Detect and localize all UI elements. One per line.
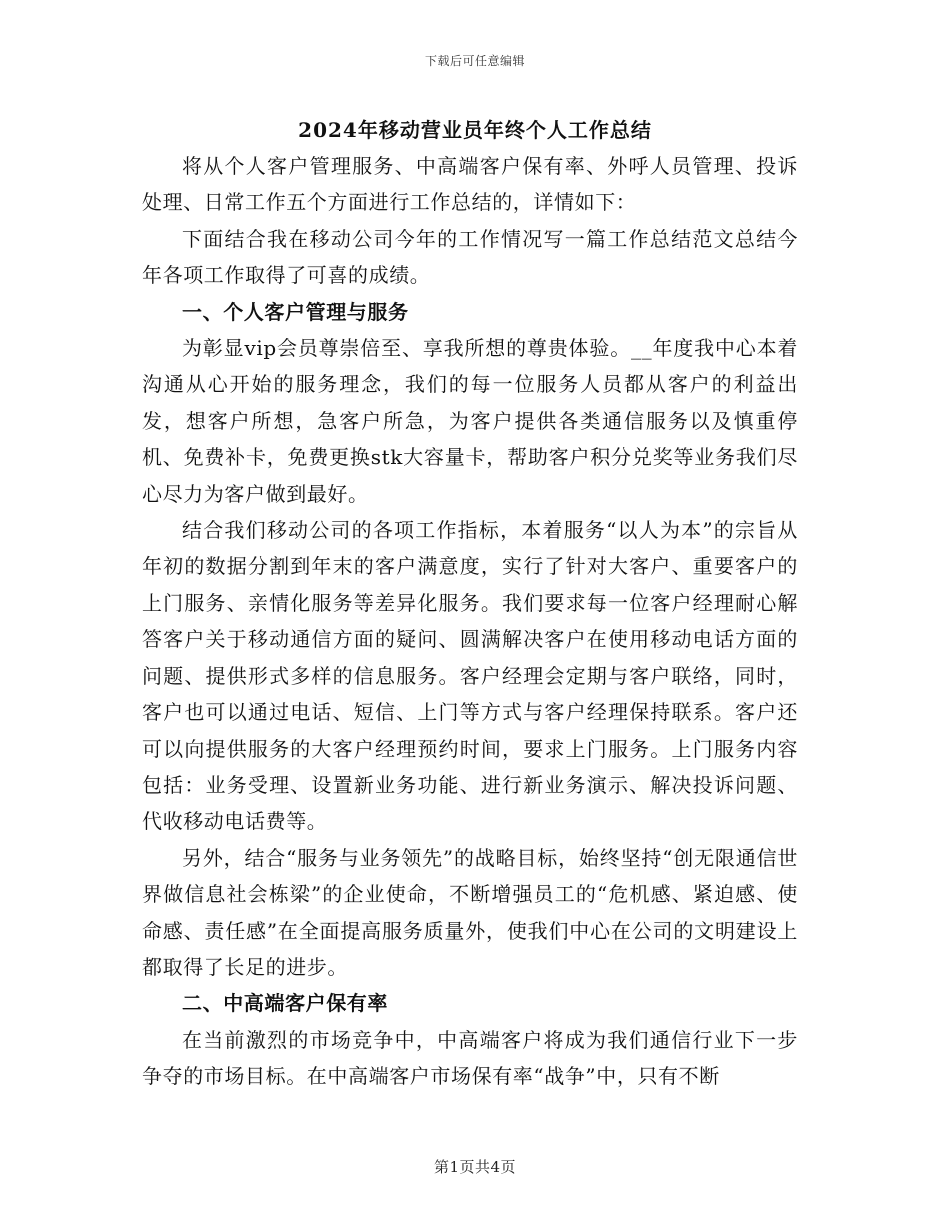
intro-paragraph-1: 将从个人客户管理服务、中高端客户保有率、外呼人员管理、投诉处理、日常工作五个方面进行工作总结的，详情如下： [142, 154, 798, 215]
section-1-heading: 一、个人客户管理与服务 [182, 299, 409, 324]
intro-paragraph-2: 下面结合我在移动公司今年的工作情况写一篇工作总结范文总结今年各项工作取得了可喜的成绩。 [142, 226, 798, 288]
section-1-paragraph-1: 为彰显vip会员尊崇倍至、享我所想的尊贵体验。__年度我中心本着沟通从心开始的服务理念，我们的每一位服务人员都从客户的利益出发，想客户所想，急客户所急，为客户提供各类通信服务以及慎重停机、免费补卡，免费更换stk大容量卡，帮助客户积分兑奖等业务我们尽心尽力为客户做到最好。 [142, 336, 798, 506]
section-2-paragraph-1: 在当前激烈的市场竞争中，中高端客户将成为我们通信行业下一步争夺的市场目标。在中高端客户市场保有率“战争”中，只有不断 [142, 1027, 798, 1089]
section-1-paragraph-3: 另外，结合“服务与业务领先”的战略目标，始终坚持“创无限通信世界做信息社会栋梁”的企业使命，不断增强员工的“危机感、紧迫感、使命感、责任感”在全面提高服务质量外，使我们中心在公司的文明建设上都取得了长足的进步。 [142, 845, 798, 979]
page-footer: 第1页共4页 [433, 1158, 517, 1176]
section-1-paragraph-2: 结合我们移动公司的各项工作指标，本着服务“以人为本”的宗旨从年初的数据分割到年末的客户满意度，实行了针对大客户、重要客户的上门服务、亲情化服务等差异化服务。我们要求每一位客户经理耐心解答客户关于移动通信方面的疑问、圆满解决客户在使用移动电话方面的问题、提供形式多样的信息服务。客户经理会定期与客户联络，同时，客户也可以通过电话、短信、上门等方式与客户经理保持联系。客户还可以向提供服务的大客户经理预约时间，要求上门服务。上门服务内容包括：业务受理、设置新业务功能、进行新业务演示、解决投诉问题、代收移动电话费等。 [142, 518, 798, 834]
document-title: 2024年移动营业员年终个人工作总结 [298, 118, 652, 142]
section-2-heading: 二、中高端客户保有率 [182, 991, 388, 1016]
document-body [142, 148, 798, 1095]
header-note: 下载后可任意编辑 [424, 54, 525, 68]
